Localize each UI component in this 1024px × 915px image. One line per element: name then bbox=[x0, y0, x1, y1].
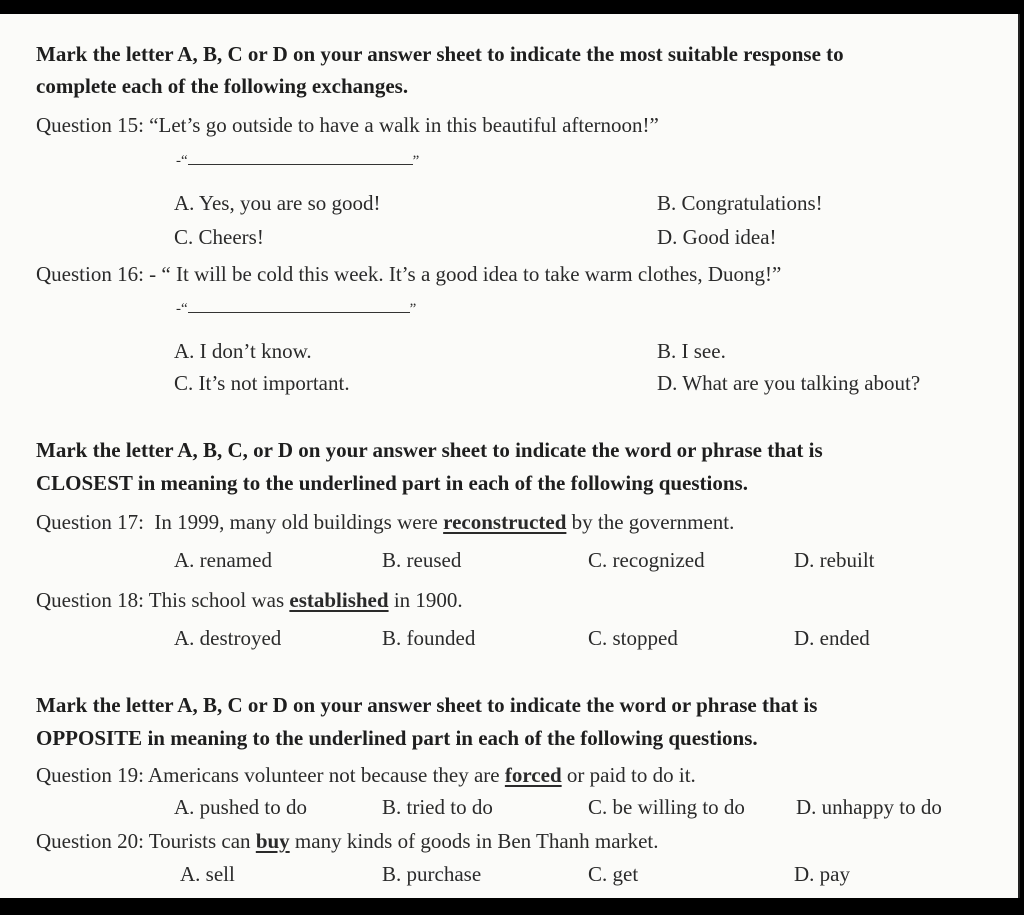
question-17-label: Question 17: bbox=[36, 510, 144, 534]
q19-option-a: A. pushed to do bbox=[174, 795, 307, 819]
q17-option-d: D. rebuilt bbox=[794, 548, 875, 572]
question-16-text: - “ It will be cold this week. It’s a good idea to take warm clothes, Duong!” bbox=[149, 262, 782, 286]
question-16-answer-blank bbox=[176, 296, 416, 322]
question-18-text-post: in 1900. bbox=[393, 588, 463, 612]
question-19-text-pre: Americans volunteer not because they are bbox=[148, 763, 500, 787]
question-17 bbox=[36, 509, 734, 535]
blank-close-quote: ” bbox=[412, 153, 420, 169]
question-18-text-pre: This school was bbox=[148, 588, 285, 612]
question-17-text-pre: In 1999, many old buildings were bbox=[154, 510, 438, 534]
question-15 bbox=[36, 112, 659, 138]
question-16-label: Question 16: bbox=[36, 262, 144, 286]
section1-instruction-line1: Mark the letter A, B, C or D on your answer sheet to indicate the most suitable response to bbox=[36, 42, 844, 66]
q20-option-c: C. get bbox=[588, 862, 639, 886]
q20-option-d: D. pay bbox=[794, 862, 850, 886]
section2-instruction-line1: Mark the letter A, B, C, or D on your answer sheet to indicate the word or phrase that is bbox=[36, 438, 823, 462]
q19-option-b: B. tried to do bbox=[382, 795, 493, 819]
blank-open-quote: -“ bbox=[176, 153, 188, 169]
section3-instruction-line2: OPPOSITE in meaning to the underlined part in each of the following questions. bbox=[36, 726, 758, 750]
question-15-text: “Let’s go outside to have a walk in this beautiful afternoon!” bbox=[149, 113, 659, 137]
q20-option-a: A. sell bbox=[180, 862, 235, 886]
blank-line bbox=[188, 298, 410, 313]
q20-option-b: B. purchase bbox=[382, 862, 482, 886]
question-19-text-post: or paid to do it. bbox=[566, 763, 696, 787]
q16-option-a: A. I don’t know. bbox=[174, 339, 312, 363]
q16-option-c: C. It’s not important. bbox=[174, 371, 350, 395]
q19-option-d: D. unhappy to do bbox=[796, 795, 942, 819]
q15-option-b: B. Congratulations! bbox=[657, 191, 823, 215]
blank-open-quote: -“ bbox=[176, 301, 188, 317]
question-20-text-pre: Tourists can bbox=[148, 829, 251, 853]
question-17-text-post: by the government. bbox=[571, 510, 735, 534]
question-15-answer-blank bbox=[176, 148, 419, 174]
q17-option-a: A. renamed bbox=[174, 548, 272, 572]
question-20-text-post: many kinds of goods in Ben Thanh market. bbox=[294, 829, 659, 853]
section1-instruction-line2: complete each of the following exchanges. bbox=[36, 74, 409, 98]
q18-option-d: D. ended bbox=[794, 626, 870, 650]
q18-option-c: C. stopped bbox=[588, 626, 678, 650]
section3-instruction-line1: Mark the letter A, B, C or D on your answer sheet to indicate the word or phrase that is bbox=[36, 693, 818, 717]
q18-option-b: B. founded bbox=[382, 626, 476, 650]
q17-option-c: C. recognized bbox=[588, 548, 705, 572]
section2-instruction-line2: CLOSEST in meaning to the underlined part in each of the following questions. bbox=[36, 471, 748, 495]
question-19-label: Question 19: bbox=[36, 763, 144, 787]
question-18-underlined-word: established bbox=[289, 588, 389, 612]
question-20-underlined-word: buy bbox=[255, 829, 290, 853]
blank-close-quote: ” bbox=[409, 301, 417, 317]
q15-option-d: D. Good idea! bbox=[657, 225, 777, 249]
q16-option-b: B. I see. bbox=[657, 339, 726, 363]
question-17-underlined-word: reconstructed bbox=[443, 510, 567, 534]
blank-line bbox=[188, 150, 413, 165]
worksheet-page bbox=[0, 14, 1020, 898]
q17-option-b: B. reused bbox=[382, 548, 462, 572]
question-19-underlined-word: forced bbox=[504, 763, 562, 787]
question-16 bbox=[36, 261, 781, 287]
q15-option-a: A. Yes, you are so good! bbox=[174, 191, 381, 215]
question-19 bbox=[36, 762, 696, 788]
question-20-label: Question 20: bbox=[36, 829, 144, 853]
question-18 bbox=[36, 587, 463, 613]
q15-option-c: C. Cheers! bbox=[174, 225, 264, 249]
q16-option-d: D. What are you talking about? bbox=[657, 371, 921, 395]
q19-option-c: C. be willing to do bbox=[588, 795, 745, 819]
q18-option-a: A. destroyed bbox=[174, 626, 282, 650]
question-20 bbox=[36, 828, 658, 854]
question-18-label: Question 18: bbox=[36, 588, 144, 612]
question-15-label: Question 15: bbox=[36, 113, 144, 137]
